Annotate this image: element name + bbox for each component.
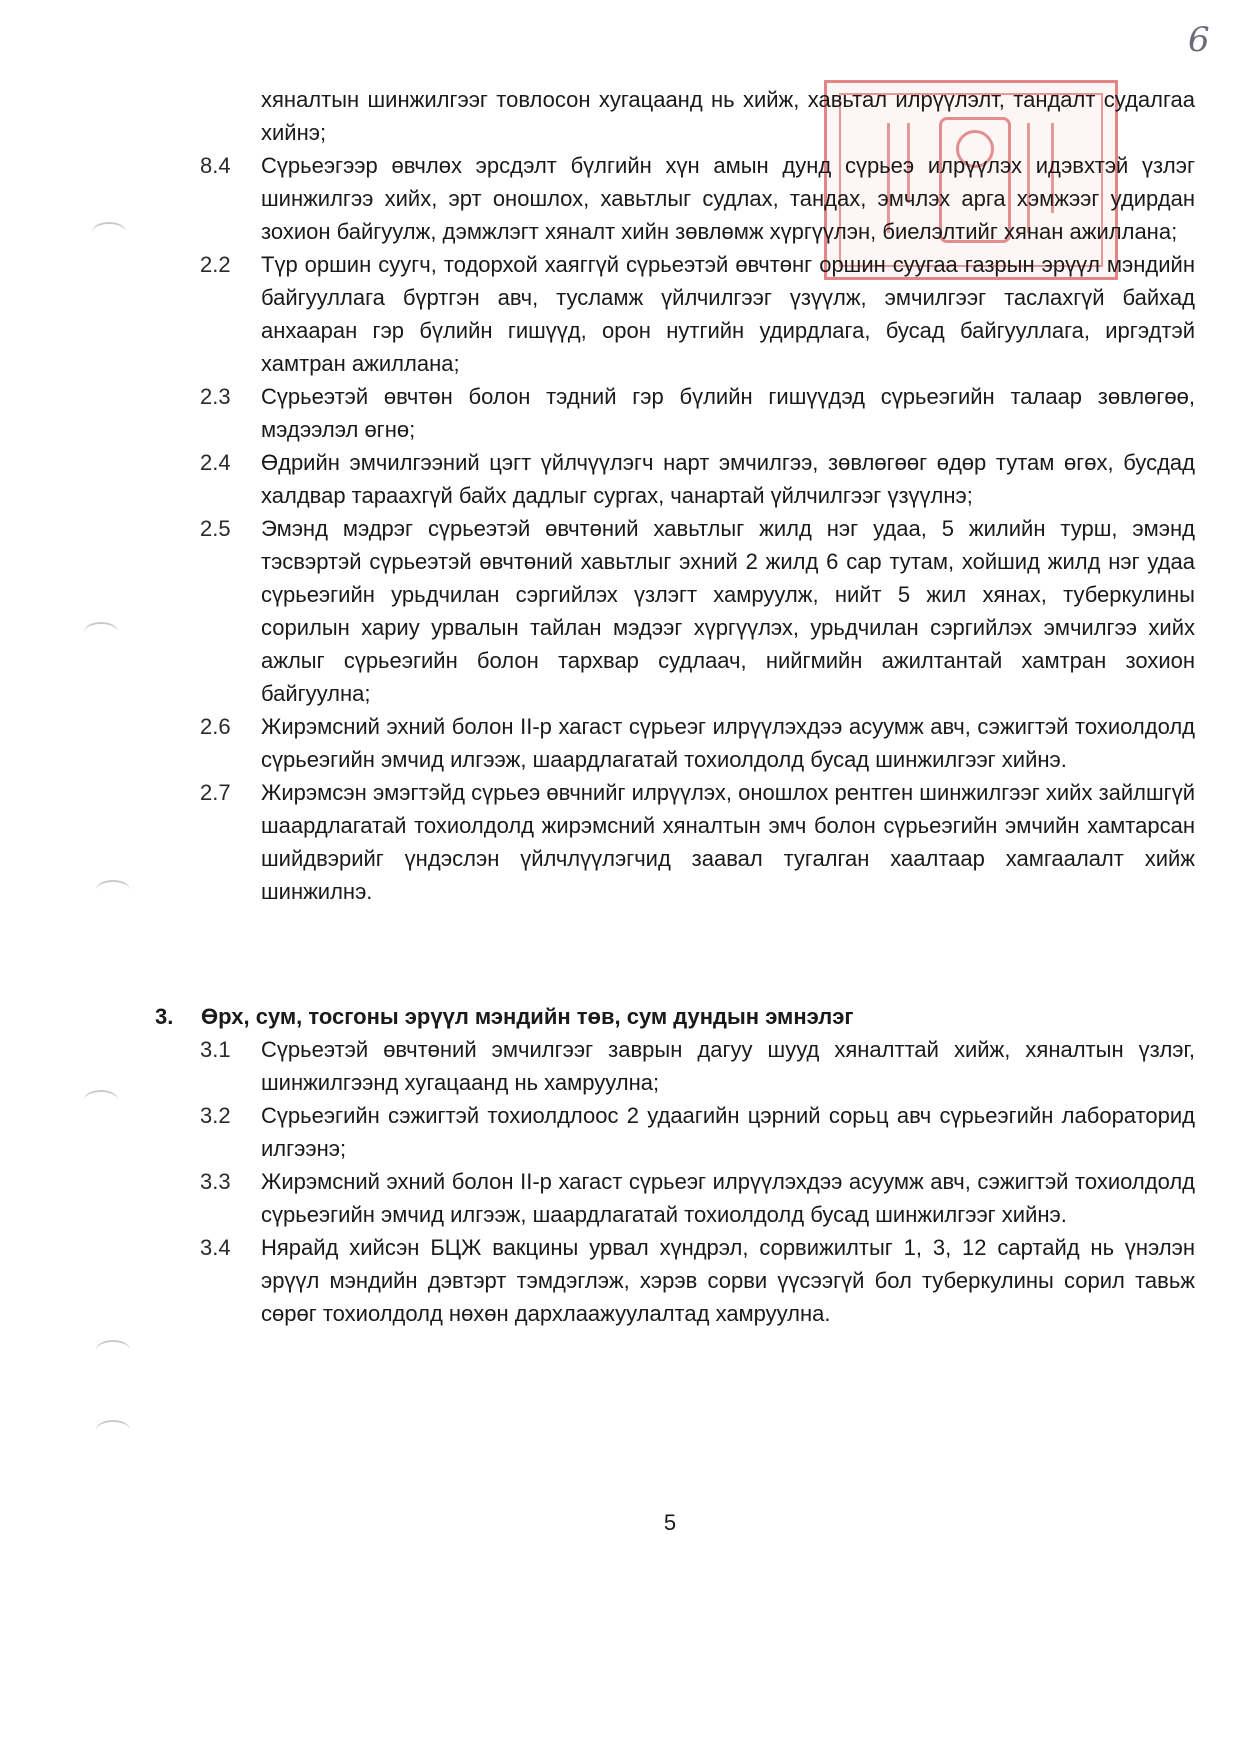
item-number: 3.3 (200, 1169, 231, 1194)
punch-hole (96, 1340, 130, 1360)
item-text: Сүрьеэтэй өвчтөн болон тэдний гэр бүлийн гишүүдэд сүрьеэгийн талаар зөвлөгөө, мэдээлэл өгнө; (261, 384, 1195, 442)
punch-hole (84, 1090, 118, 1110)
handwritten-page-number: 6 (1188, 20, 1210, 60)
item-number: 2.7 (200, 780, 231, 805)
item-number: 3.2 (200, 1103, 231, 1128)
item-number: 3.1 (200, 1037, 231, 1062)
item-number: 8.4 (200, 153, 231, 178)
list-item (200, 512, 1195, 710)
section-number: 3. (155, 1004, 174, 1029)
list-item (200, 776, 1195, 908)
item-text: Сүрьеэтэй өвчтөний эмчилгээг заврын дагуу шууд хяналттай хийж, хяналтын үзлэг, шинжилгээнд хугацаанд нь хамруулна; (261, 1037, 1195, 1095)
item-text: Нярайд хийсэн БЦЖ вакцины урвал хүндрэл, сорвижилтыг 1, 3, 12 сартайд нь үнэлэн эрүүл мэндийн дэвтэрт тэмдэглэж, хэрэв сорви үүсээгүй бол туберкулины сорил тавьж сөрөг тохиолдолд нөхөн дархлаажуулалтад хамруулна. (261, 1235, 1195, 1326)
list-item (200, 1099, 1195, 1165)
punch-hole (92, 222, 126, 242)
list-item (200, 710, 1195, 776)
item-text: Сүрьеэгээр өвчлөх эрсдэлт бүлгийн хүн амын дунд сүрьеэ илрүүлэх идэвхтэй үзлэг шинжилгээ хийх, эрт оношлох, хавьтлыг судлах, тандах, эмчлэх арга хэмжээг удирдан зохион байгуулж, дэмжлэгт хяналт хийн зөвлөмж хүргүүлэн, биелэлтийг хянан ажиллана; (261, 153, 1195, 244)
list-item (200, 1231, 1195, 1330)
section-3-heading (155, 1000, 1195, 1033)
item-text: Өдрийн эмчилгээний цэгт үйлчүүлэгч нарт эмчилгээ, зөвлөгөөг өдөр тутам өгөх, бусдад халдвар тараахгүй байх дадлыг сургах, чанартай үйлчилгээг үзүүлнэ; (261, 450, 1195, 508)
list-item (200, 380, 1195, 446)
punch-hole (96, 880, 130, 900)
list-item (200, 1033, 1195, 1099)
item-text: Сүрьеэгийн сэжигтэй тохиолдлоос 2 удаагийн цэрний сорьц авч сүрьеэгийн лабораторид илгээнэ; (261, 1103, 1195, 1161)
list-item (200, 446, 1195, 512)
continuation-paragraph: хяналтын шинжилгээг товлосон хугацаанд нь хийж, хавьтал илрүүлэлт, тандалт судалгаа хийнэ; (261, 87, 1195, 145)
item-number: 2.4 (200, 450, 231, 475)
item-number: 2.5 (200, 516, 231, 541)
page-number: 5 (663, 1510, 677, 1535)
item-text: Түр оршин суугч, тодорхой хаяггүй сүрьеэтэй өвчтөнг оршин суугаа газрын эрүүл мэндийн байгууллага бүртгэн авч, тусламж үйлчилгээг үзүүлж, эмчилгээг таслахгүй байхад анхааран гэр бүлийн гишүүд, орон нутгийн удирдлага, бусад байгууллага, иргэдтэй хамтран ажиллана; (261, 252, 1195, 376)
item-number: 2.2 (200, 252, 231, 277)
item-text: Жирэмсэн эмэгтэйд сүрьеэ өвчнийг илрүүлэх, оношлох рентген шинжилгээг хийх зайлшгүй шаардлагатай тохиолдолд жирэмсний хяналтын эмч болон сүрьеэгийн эмчийн хамтарсан шийдвэрийг үндэслэн үйлчлүүлэгчид заавал тугалган хаалтаар хамгаалалт хийж шинжилнэ. (261, 780, 1195, 904)
list-item (200, 149, 1195, 248)
list-item (200, 1165, 1195, 1231)
list-items-part-2 (200, 149, 1195, 908)
list-items-section-3 (200, 1033, 1195, 1330)
punch-hole (84, 622, 118, 642)
item-number: 2.6 (200, 714, 231, 739)
item-text: Эмэнд мэдрэг сүрьеэтэй өвчтөний хавьтлыг жилд нэг удаа, 5 жилийн турш, эмэнд тэсвэртэй сүрьеэтэй өвчтөний хавьтлыг эхний 2 жилд 6 сар тутам, хойшид жилд нэг удаа сүрьеэгийн урьдчилан сэргийлэх үзлэгт хамруулж, нийт 5 жил хянах, туберкулины сорилын хариу урвалын тайлан мэдээг хүргүүлэх, урьдчилан сэргийлэх эмчилгээ хийх ажлыг сүрьеэгийн болон тархвар судлаач, нийгмийн ажилтантай хамтран зохион байгуулна; (261, 516, 1195, 706)
section-title: Өрх, сум, тосгоны эрүүл мэндийн төв, сум дундын эмнэлэг (201, 1004, 854, 1029)
item-text: Жирэмсний эхний болон II-р хагаст сүрьеэг илрүүлэхдээ асуумж авч, сэжигтэй тохиолдолд сүрьеэгийн эмчид илгээж, шаардлагатай тохиолдолд бусад шинжилгээг хийнэ. (261, 1169, 1195, 1227)
punch-hole (96, 1420, 130, 1440)
list-item (200, 248, 1195, 380)
item-number: 3.4 (200, 1235, 231, 1260)
item-number: 2.3 (200, 384, 231, 409)
item-text: Жирэмсний эхний болон II-р хагаст сүрьеэг илрүүлэхдээ асуумж авч, сэжигтэй тохиолдолд сүрьеэгийн эмчид илгээж, шаардлагатай тохиолдолд бусад шинжилгээг хийнэ. (261, 714, 1195, 772)
